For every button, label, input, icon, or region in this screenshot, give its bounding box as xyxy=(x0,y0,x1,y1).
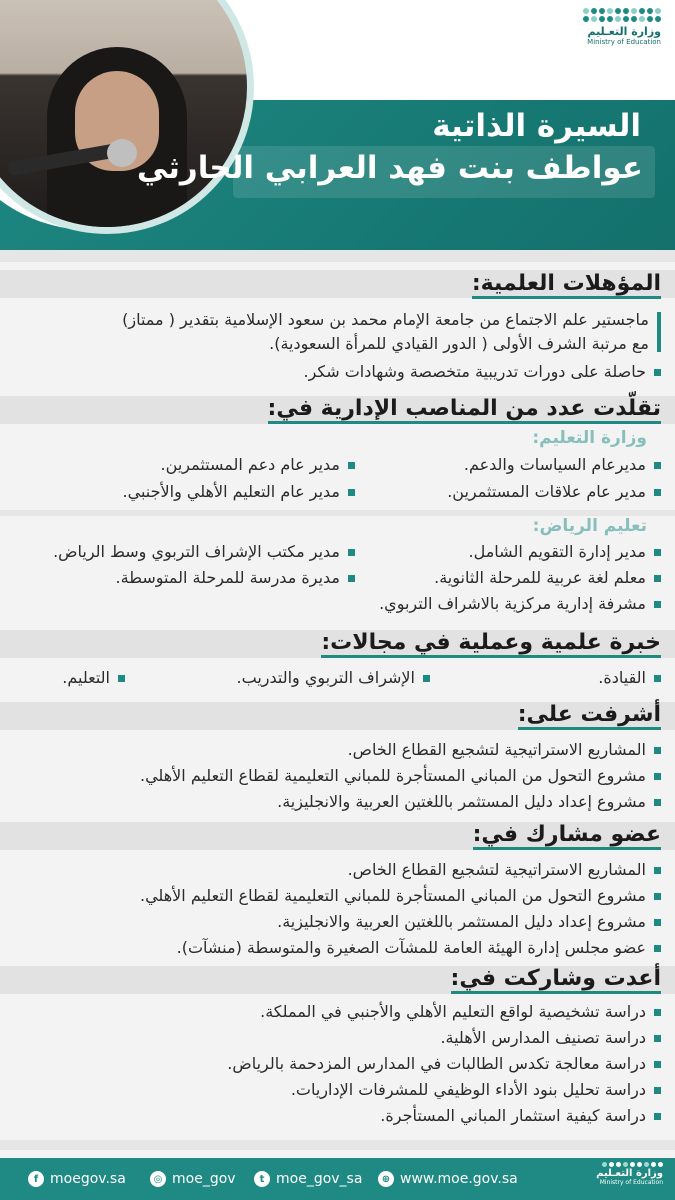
qualification-line-1: ماجستير علم الاجتماع من جامعة الإمام محمد بن سعود الإسلامية بتقدير ( ممتاز) xyxy=(122,310,649,329)
ministry-position-item: مدير عام دعم المستثمرين. xyxy=(161,455,355,474)
riyadh-subheading: تعليم الرياض: xyxy=(532,516,647,536)
globe-icon: ⊕ xyxy=(378,1171,394,1187)
qualification-marker xyxy=(657,312,661,352)
prepared-item: دراسة تشخيصية لواقع التعليم الأهلي والأجنبي في المملكة. xyxy=(260,1002,661,1021)
experience-item: التعليم. xyxy=(62,668,125,687)
footer-ministry-name: وزارة التعـليم xyxy=(596,1168,663,1179)
prepared-item: دراسة معالجة تكدس الطالبات في المدارس المزدحمة بالرياض. xyxy=(227,1054,661,1073)
website-link[interactable]: ⊕ www.moe.gov.sa xyxy=(378,1158,518,1200)
supervised-item: المشاريع الاستراتيجية لتشجيع القطاع الخاص. xyxy=(348,740,661,759)
logo-dots-icon xyxy=(571,8,661,22)
member-item: مشروع التحول من المباني المستأجرة للمباني التعليمية لقطاع التعليم الأهلي. xyxy=(140,886,661,905)
member-heading: عضو مشارك في: xyxy=(473,822,661,850)
qualifications-heading: المؤهلات العلمية: xyxy=(472,271,661,299)
prepared-item: دراسة تصنيف المدارس الأهلية. xyxy=(440,1028,661,1047)
supervised-heading: أشرفت على: xyxy=(518,702,661,730)
riyadh-position-item: مديرة مدرسة للمرحلة المتوسطة. xyxy=(116,568,355,587)
facebook-icon: f xyxy=(28,1171,44,1187)
riyadh-position-item: مدير مكتب الإشراف التربوي وسط الرياض. xyxy=(53,542,355,561)
instagram-icon: ◎ xyxy=(150,1171,166,1187)
facebook-link[interactable]: f moegov.sa xyxy=(28,1158,126,1200)
experience-heading: خبرة علمية وعملية في مجالات: xyxy=(321,630,661,658)
footer-divider xyxy=(0,1140,675,1150)
ministry-logo xyxy=(571,8,661,54)
riyadh-position-item: معلم لغة عربية للمرحلة الثانوية. xyxy=(434,568,661,587)
ministry-position-item: مدير عام التعليم الأهلي والأجنبي. xyxy=(123,482,355,501)
footer-bar xyxy=(0,1158,675,1200)
header-bottom-stripe xyxy=(0,250,675,262)
member-item: المشاريع الاستراتيجية لتشجيع القطاع الخاص. xyxy=(348,860,661,879)
ministry-subheading: وزارة التعليم: xyxy=(532,428,647,448)
prepared-item: دراسة تحليل بنود الأداء الوظيفي للمشرفات الإداريات. xyxy=(291,1080,661,1099)
riyadh-position-item: مشرفة إدارية مركزية بالاشراف التربوي. xyxy=(379,594,661,613)
supervised-item: مشروع التحول من المباني المستأجرة للمباني التعليمية لقطاع التعليم الأهلي. xyxy=(140,766,661,785)
qualification-line-2: مع مرتبة الشرف الأولى ( الدور القيادي للمرأة السعودية). xyxy=(269,334,649,353)
experience-item: الإشراف التربوي والتدريب. xyxy=(237,668,430,687)
member-item: عضو مجلس إدارة الهيئة العامة للمشآت الصغيرة والمتوسطة (منشآت). xyxy=(177,938,661,957)
positions-heading: تقلّدت عدد من المناصب الإدارية في: xyxy=(268,396,661,424)
prepared-item: دراسة كيفية استثمار المباني المستأجرة. xyxy=(380,1106,661,1125)
experience-item: القيادة. xyxy=(598,668,661,687)
member-item: مشروع إعداد دليل المستثمر باللغتين العربية والانجليزية. xyxy=(277,912,661,931)
logo-ministry-en: Ministry of Education xyxy=(587,38,661,46)
prepared-heading: أعدت وشاركت في: xyxy=(451,966,661,994)
instagram-link[interactable]: ◎ moe_gov xyxy=(150,1158,236,1200)
footer-ministry-en: Ministry of Education xyxy=(599,1179,663,1186)
twitter-icon: t xyxy=(254,1171,270,1187)
ministry-position-item: مدير عام علاقات المستثمرين. xyxy=(447,482,661,501)
logo-ministry-name: وزارة التعـليم xyxy=(587,25,661,38)
page-title: السيرة الذاتية xyxy=(432,108,641,144)
microphone-icon xyxy=(107,139,137,167)
twitter-link[interactable]: t moe_gov_sa xyxy=(254,1158,362,1200)
riyadh-position-item: مدير إدارة التقويم الشامل. xyxy=(469,542,661,561)
ministry-position-item: مديرعام السياسات والدعم. xyxy=(464,455,661,474)
qualification-item: حاصلة على دورات تدريبية متخصصة وشهادات شكر. xyxy=(304,362,662,381)
person-name: عواطف بنت فهد العرابي الحارثي xyxy=(136,150,643,186)
portrait-photo xyxy=(0,0,254,234)
footer-ministry-logo xyxy=(583,1162,663,1186)
supervised-item: مشروع إعداد دليل المستثمر باللغتين العربية والانجليزية. xyxy=(277,792,661,811)
footer-logo-dots-icon xyxy=(583,1162,663,1167)
header-banner xyxy=(0,0,675,262)
